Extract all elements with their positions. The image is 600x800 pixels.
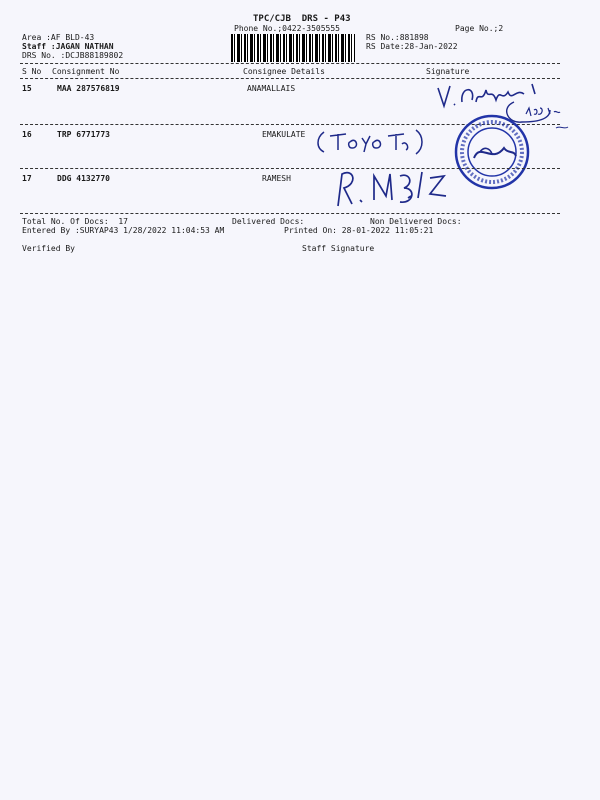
phone-number: Phone No.;0422-3505555 (234, 24, 340, 33)
col-signature: Signature (426, 67, 470, 76)
staff-signature: Staff Signature (302, 244, 375, 253)
barcode (231, 34, 355, 62)
col-consignment: Consignment No (52, 67, 120, 76)
non-delivered-docs: Non Delivered Docs: (370, 217, 462, 226)
row-consignment: TRP 6771773 (57, 130, 110, 139)
row-consignee: ANAMALLAIS (247, 84, 296, 93)
rs-number: RS No.:881898 (366, 33, 429, 42)
row-consignee: RAMESH (262, 174, 291, 183)
divider (20, 213, 560, 214)
sheet-title: TPC/CJB DRS - P43 (253, 14, 351, 24)
col-sno: S No (22, 67, 42, 76)
row-consignee: EMAKULATE (262, 130, 306, 139)
rs-date: RS Date:28-Jan-2022 (366, 42, 458, 51)
page-number: Page No.;2 (455, 24, 504, 33)
col-consignee: Consignee Details (243, 67, 325, 76)
area-field: Area :AF BLD-43 (22, 33, 95, 42)
row-sno: 16 (22, 130, 32, 139)
staff-field: Staff :JAGAN NATHAN (22, 42, 114, 51)
row-sno: 15 (22, 84, 32, 93)
total-docs: Total No. Of Docs: 17 (22, 217, 128, 226)
entered-by: Entered By :SURYAP43 1/28/2022 11:04:53 AM (22, 226, 225, 235)
row-consignment: MAA 287576819 (57, 84, 120, 93)
row-consignment: DDG 4132770 (57, 174, 110, 183)
drs-number: DRS No. :DCJB88189802 (22, 51, 124, 60)
divider (20, 63, 560, 64)
handwritten-signature (330, 166, 480, 212)
verified-by: Verified By (22, 244, 75, 253)
row-sno: 17 (22, 174, 32, 183)
printed-on: Printed On: 28-01-2022 11:05:21 (284, 226, 434, 235)
handwritten-signature (316, 124, 426, 160)
delivered-docs: Delivered Docs: (232, 217, 305, 226)
